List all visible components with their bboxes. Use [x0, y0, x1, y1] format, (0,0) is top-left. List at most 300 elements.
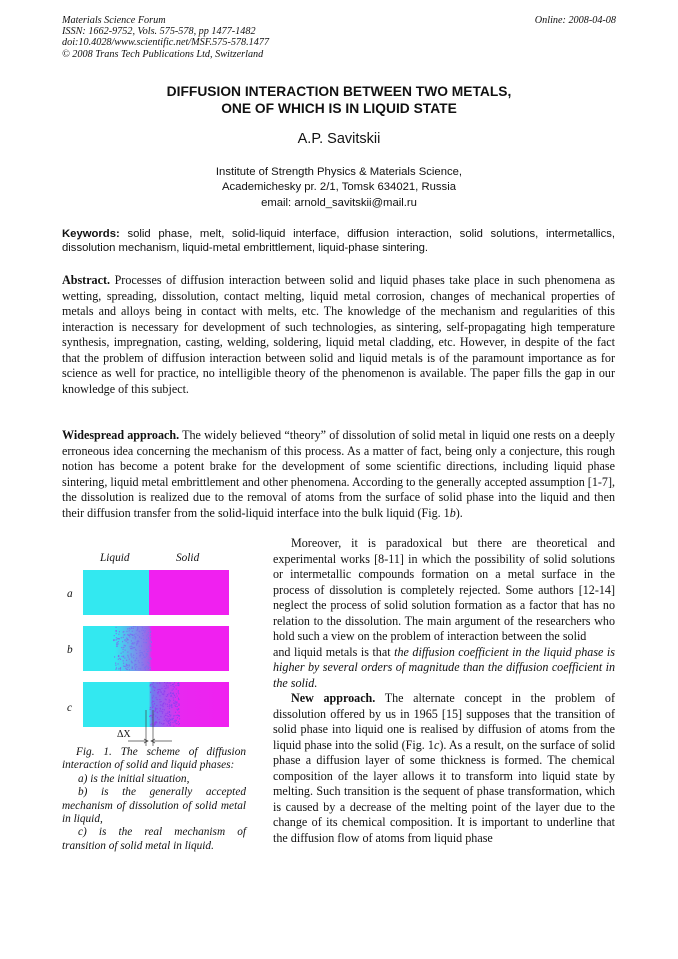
diffusion-dot: [119, 658, 120, 659]
diffusion-dot: [132, 668, 133, 669]
diffusion-dot: [158, 691, 159, 692]
diffusion-dot: [142, 633, 143, 634]
paper-title: [62, 83, 616, 117]
diffusion-dot: [149, 648, 150, 649]
widespread-fig-ref: b: [449, 505, 456, 520]
diffusion-dot: [174, 682, 175, 683]
diffusion-dot: [156, 697, 157, 698]
diffusion-dot: [152, 684, 153, 685]
diffusion-dot: [126, 631, 127, 632]
diffusion-dot: [143, 654, 144, 655]
diffusion-dot: [127, 639, 128, 640]
diffusion-dot: [152, 704, 153, 705]
diffusion-dot: [149, 663, 150, 664]
diffusion-dot: [126, 641, 127, 642]
diffusion-dot: [150, 657, 151, 658]
diffusion-dot: [129, 628, 130, 629]
diffusion-dot: [139, 662, 140, 663]
diffusion-dot: [153, 687, 154, 688]
diffusion-dot: [131, 628, 132, 629]
diffusion-dot: [123, 649, 124, 650]
diffusion-dot: [132, 642, 133, 643]
diffusion-dot: [167, 706, 168, 707]
diffusion-dot: [148, 668, 149, 669]
diffusion-dot: [150, 646, 151, 647]
diffusion-dot: [166, 688, 167, 689]
diffusion-dot: [141, 638, 142, 639]
diffusion-dot: [170, 696, 171, 697]
diffusion-dot: [132, 662, 133, 663]
online-date: Online: 2008-04-08: [534, 15, 616, 26]
figure-label-solid: Solid: [176, 552, 200, 564]
diffusion-dot: [116, 646, 117, 647]
diffusion-dot: [138, 641, 139, 642]
diffusion-dot: [153, 682, 154, 683]
diffusion-dot: [148, 632, 149, 633]
diffusion-dot: [135, 637, 136, 638]
diffusion-dot: [167, 694, 168, 695]
diffusion-dot: [153, 701, 154, 702]
diffusion-dot: [124, 658, 125, 659]
diffusion-dot: [118, 638, 119, 639]
diffusion-dot: [173, 693, 174, 694]
diffusion-dot: [166, 696, 167, 697]
diffusion-dot: [147, 654, 148, 655]
diffusion-dot: [147, 634, 148, 635]
diffusion-dot: [160, 691, 161, 692]
diffusion-dot: [164, 686, 165, 687]
diffusion-dot: [123, 656, 124, 657]
diffusion-dot: [123, 635, 124, 636]
new-approach-label: New approach.: [291, 691, 376, 705]
diffusion-dot: [152, 701, 153, 702]
diffusion-dot: [176, 701, 177, 702]
diffusion-dot: [150, 667, 151, 668]
diffusion-dot: [136, 650, 137, 651]
diffusion-dot: [178, 705, 179, 706]
diffusion-dot: [148, 637, 149, 638]
diffusion-dot: [121, 637, 122, 638]
affiliation: [62, 165, 616, 211]
diffusion-dot: [133, 647, 134, 648]
diffusion-dot: [116, 667, 117, 668]
diffusion-dot: [125, 668, 126, 669]
diffusion-dot: [142, 652, 143, 653]
diffusion-dot: [152, 702, 153, 703]
diffusion-dot: [129, 636, 130, 637]
figure-row-b-label: b: [67, 644, 73, 656]
new-approach-text-end: ). As a result, on the surface of solid phase a diffusion layer of some thickness is formed. The chemical composition of the layer allows it to transform into liquid state by melting. Such transition is the sequent of phase transformation, which is caused by a decrease of the melting point of the layer due to the change of its chemical composition. It is important to underline that the diffusion flow of atoms from liquid phase: [273, 737, 615, 845]
bar-a-solid: [149, 570, 229, 615]
diffusion-dot: [155, 687, 156, 688]
diffusion-dot: [127, 669, 128, 670]
diffusion-dot: [137, 629, 138, 630]
diffusion-dot: [129, 665, 130, 666]
diffusion-dot: [127, 652, 128, 653]
widespread-label: Widespread approach.: [62, 428, 180, 442]
title-line-2: ONE OF WHICH IS IN LIQUID STATE: [221, 101, 457, 116]
diffusion-dot: [136, 630, 137, 631]
diffusion-dot: [131, 653, 132, 654]
diffusion-dot: [120, 669, 121, 670]
diffusion-dot: [144, 657, 145, 658]
diffusion-dot: [144, 667, 145, 668]
diffusion-dot: [174, 687, 175, 688]
diffusion-dot: [118, 643, 119, 644]
diffusion-dot: [137, 627, 138, 628]
diffusion-dot: [168, 683, 169, 684]
diffusion-dot: [136, 653, 137, 654]
diffusion-dot: [169, 683, 170, 684]
diffusion-dot: [178, 698, 179, 699]
diffusion-dot: [152, 707, 153, 708]
diffusion-dot: [178, 690, 179, 691]
diffusion-dot: [114, 656, 115, 657]
diffusion-dot: [166, 699, 167, 700]
diffusion-dot: [177, 683, 178, 684]
diffusion-dot: [127, 628, 128, 629]
diffusion-dot: [127, 665, 128, 666]
diffusion-dot: [146, 666, 147, 667]
diffusion-dot: [141, 652, 142, 653]
diffusion-dot: [151, 641, 152, 642]
diffusion-dot: [164, 702, 165, 703]
diffusion-dot: [131, 661, 132, 662]
diffusion-dot: [135, 664, 136, 665]
keywords-text: solid phase, melt, solid-liquid interface, diffusion interaction, solid solutions, intermetallics, dissolution mechanism, liquid-metal embrittlement, liquid-phase sintering.: [62, 228, 616, 254]
diffusion-dot: [146, 628, 147, 629]
diffusion-dot: [169, 704, 170, 705]
diffusion-dot: [121, 647, 122, 648]
diffusion-dot: [138, 640, 139, 641]
diffusion-dot: [162, 694, 163, 695]
copyright: © 2008 Trans Tech Publications Ltd, Switzerland: [62, 48, 264, 60]
diffusion-dot: [143, 664, 144, 665]
diffusion-dot: [171, 706, 172, 707]
diffusion-dot: [176, 689, 177, 690]
diffusion-dot: [121, 653, 122, 654]
diffusion-dot: [132, 635, 133, 636]
diffusion-dot: [173, 703, 174, 704]
keywords-label: Keywords:: [62, 228, 120, 240]
diffusion-dot: [114, 639, 115, 640]
diffusion-dot: [131, 648, 132, 649]
author: A.P. Savitskii: [297, 131, 381, 147]
diffusion-dot: [117, 642, 118, 643]
diffusion-dot: [150, 692, 151, 693]
diffusion-dot: [146, 635, 147, 636]
diffusion-dot: [178, 699, 179, 700]
diffusion-dot: [140, 668, 141, 669]
diffusion-dot: [135, 638, 136, 639]
diffusion-dot: [148, 651, 149, 652]
diffusion-dot: [133, 628, 134, 629]
diffusion-dot: [126, 660, 127, 661]
diffusion-dot: [127, 667, 128, 668]
diffusion-dot: [123, 663, 124, 664]
diffusion-dot: [158, 689, 159, 690]
affiliation-line-2: Academichesky pr. 2/1, Tomsk 634021, Russia: [221, 181, 456, 194]
diffusion-dot: [123, 651, 124, 652]
diffusion-dot: [118, 663, 119, 664]
figure-caption: [62, 746, 246, 853]
diffusion-dot: [125, 650, 126, 651]
diffusion-dot: [154, 690, 155, 691]
affiliation-line-1: Institute of Strength Physics & Materials Science,: [215, 166, 463, 178]
abstract-text: Processes of diffusion interaction between solid and liquid phases take place in such phenomena as wetting, spreading, dissolution, contact melting, liquid metal corrosion, changes of mechanical properties of metals and alloys being in contact with melts, etc. The knowledge of the mechanism and regularities of this interaction is necessary for development of such technologies, as sintering, self-propagating high temperature synthesis, impregnation, casting, welding, soldering, liquid metal cladding, etc. However, in despite of the fact that the problem of diffusion interaction between solid and liquid metals is of the paramount importance as for science as well for practice, no intelligible theory of the phenomenon is available. The paper fills the gap in our knowledge of this subject.: [62, 273, 615, 396]
diffusion-dot: [159, 699, 160, 700]
diffusion-dot: [167, 695, 168, 696]
diffusion-dot: [164, 682, 165, 683]
diffusion-dot: [169, 708, 170, 709]
diffusion-dot: [136, 633, 137, 634]
diffusion-dot: [147, 651, 148, 652]
diffusion-dot: [142, 662, 143, 663]
diffusion-dot: [173, 686, 174, 687]
diffusion-dot: [142, 658, 143, 659]
diffusion-dot: [125, 639, 126, 640]
diffusion-dot: [174, 705, 175, 706]
diffusion-dot: [135, 669, 136, 670]
diffusion-dot: [160, 701, 161, 702]
diffusion-dot: [142, 628, 143, 629]
diffusion-dot: [142, 665, 143, 666]
right-column: [273, 536, 615, 846]
diffusion-dot: [171, 696, 172, 697]
diffusion-dot: [145, 642, 146, 643]
diffusion-dot: [150, 649, 151, 650]
diffusion-dot: [157, 693, 158, 694]
diffusion-dot: [145, 630, 146, 631]
diffusion-dot: [163, 706, 164, 707]
diffusion-dot: [136, 643, 137, 644]
diffusion-dot: [133, 655, 134, 656]
caption-a: a) is the initial situation,: [78, 772, 190, 785]
diffusion-dot: [168, 693, 169, 694]
diffusion-dot: [133, 643, 134, 644]
diffusion-dot: [168, 686, 169, 687]
diffusion-dot: [177, 706, 178, 707]
diffusion-dot: [129, 664, 130, 665]
new-approach-fig-ref: c: [433, 737, 440, 752]
diffusion-dot: [129, 659, 130, 660]
diffusion-dot: [131, 656, 132, 657]
abstract-label: Abstract.: [62, 273, 111, 287]
diffusion-dot: [116, 639, 117, 640]
diffusion-dot: [118, 641, 119, 642]
diffusion-dot: [150, 631, 151, 632]
diffusion-dot: [146, 653, 147, 654]
diffusion-dot: [163, 693, 164, 694]
diffusion-dot: [151, 642, 152, 643]
diffusion-dot: [130, 646, 131, 647]
dx-label: ΔX: [117, 729, 131, 740]
diffusion-dot: [172, 690, 173, 691]
widespread-text-end: ).: [455, 505, 463, 520]
diffusion-dot: [124, 666, 125, 667]
diffusion-dot: [138, 668, 139, 669]
diffusion-dot: [136, 644, 137, 645]
diffusion-dot: [138, 660, 139, 661]
diffusion-dot: [144, 651, 145, 652]
diffusion-dot: [152, 697, 153, 698]
diffusion-dot: [178, 693, 179, 694]
diffusion-dot: [123, 631, 124, 632]
diffusion-dot: [128, 656, 129, 657]
diffusion-dot: [170, 692, 171, 693]
diffusion-dot: [141, 630, 142, 631]
diffusion-dot: [128, 635, 129, 636]
diffusion-dot: [149, 629, 150, 630]
diffusion-dot: [129, 630, 130, 631]
diffusion-dot: [176, 704, 177, 705]
diffusion-dot: [164, 691, 165, 692]
abstract: [62, 273, 615, 397]
diffusion-dot: [139, 652, 140, 653]
caption-b: b) is the generally accepted mechanism of dissolution of solid metal in liquid,: [62, 786, 246, 826]
diffusion-dot: [139, 637, 140, 638]
diffusion-dot: [178, 685, 179, 686]
diffusion-dot: [144, 632, 145, 633]
diffusion-dot: [130, 634, 131, 635]
diffusion-dot: [175, 703, 176, 704]
diffusion-dot: [143, 642, 144, 643]
diffusion-dot: [134, 665, 135, 666]
diffusion-dot: [143, 630, 144, 631]
diffusion-dot: [137, 643, 138, 644]
diffusion-dot: [157, 699, 158, 700]
diffusion-dot: [150, 635, 151, 636]
diffusion-dot: [140, 650, 141, 651]
diffusion-dot: [127, 655, 128, 656]
diffusion-dot: [153, 686, 154, 687]
journal-name: Materials Science Forum: [62, 15, 166, 26]
diffusion-dot: [175, 697, 176, 698]
diffusion-dot: [159, 682, 160, 683]
diffusion-dot: [118, 634, 119, 635]
moreover-cont-text: and liquid metals is that: [273, 644, 395, 659]
diffusion-dot: [126, 638, 127, 639]
diffusion-dot: [135, 660, 136, 661]
diffusion-dot: [134, 647, 135, 648]
author-email: email: arnold_savitskii@mail.ru: [261, 196, 417, 209]
diffusion-dot: [143, 635, 144, 636]
diffusion-dot: [137, 635, 138, 636]
diffusion-dot: [170, 705, 171, 706]
diffusion-dot: [123, 637, 124, 638]
diffusion-dot: [116, 637, 117, 638]
diffusion-dot: [148, 646, 149, 647]
diffusion-dot: [175, 701, 176, 702]
diffusion-dot: [115, 630, 116, 631]
diffusion-dot: [153, 695, 154, 696]
diffusion-dot: [173, 700, 174, 701]
diffusion-dot: [126, 666, 127, 667]
title-line-1: DIFFUSION INTERACTION BETWEEN TWO METALS,: [166, 84, 512, 99]
diffusion-dot: [119, 631, 120, 632]
diffusion-dot: [134, 642, 135, 643]
diffusion-dot: [133, 626, 134, 627]
new-approach-text: The alternate concept in the problem of dissolution offered by us in 1965 [15] supposes that the transition of solid phase into liquid one is realised by diffusion of atoms from the liquid phase into the solid (Fig. 1: [273, 691, 616, 752]
diffusion-dot: [151, 658, 152, 659]
diffusion-dot: [173, 684, 174, 685]
diffusion-dot: [174, 695, 175, 696]
diffusion-dot: [160, 704, 161, 705]
diffusion-dot: [165, 703, 166, 704]
diffusion-dot: [129, 669, 130, 670]
diffusion-dot: [162, 705, 163, 706]
diffusion-dot: [150, 640, 151, 641]
diffusion-dot: [132, 631, 133, 632]
journal-header: [62, 15, 269, 60]
diffusion-dot: [169, 700, 170, 701]
diffusion-dot: [114, 635, 115, 636]
diffusion-dot: [167, 704, 168, 705]
diffusion-dot: [120, 668, 121, 669]
diffusion-dot: [178, 684, 179, 685]
diffusion-dot: [132, 643, 133, 644]
diffusion-dot: [123, 660, 124, 661]
diffusion-dot: [173, 697, 174, 698]
diffusion-dot: [132, 647, 133, 648]
dx-marker: [62, 710, 262, 750]
diffusion-dot: [126, 664, 127, 665]
diffusion-dot: [148, 659, 149, 660]
diffusion-dot: [141, 646, 142, 647]
diffusion-dot: [146, 639, 147, 640]
diffusion-dot: [115, 665, 116, 666]
issn: ISSN: 1662-9752, Vols. 575-578, pp 1477-1482: [62, 26, 256, 38]
bar-a-liquid: [83, 570, 149, 615]
diffusion-dot: [150, 632, 151, 633]
diffusion-dot: [135, 649, 136, 650]
caption-title: Fig. 1. The scheme of diffusion interaction of solid and liquid phases:: [62, 746, 246, 772]
figure-row-c-label: c: [67, 702, 73, 714]
diffusion-dot: [156, 705, 157, 706]
diffusion-dot: [150, 684, 151, 685]
diffusion-dot: [127, 642, 128, 643]
caption-c: c) is the real mechanism of transition of solid metal in liquid.: [62, 826, 246, 852]
diffusion-dot: [118, 655, 119, 656]
widespread-approach: [62, 428, 615, 521]
diffusion-dot: [169, 706, 170, 707]
diffusion-dot: [150, 650, 151, 651]
diffusion-dot: [115, 669, 116, 670]
figure-bar-b: [83, 626, 229, 671]
figure-row-a-label: a: [67, 588, 73, 600]
diffusion-dot: [175, 706, 176, 707]
diffusion-dot: [170, 685, 171, 686]
moreover-continuation: [273, 645, 615, 692]
diffusion-dot: [177, 702, 178, 703]
diffusion-dot: [177, 696, 178, 697]
diffusion-dot: [136, 664, 137, 665]
new-approach-paragraph: [273, 691, 615, 846]
diffusion-dot: [166, 685, 167, 686]
diffusion-dot: [176, 693, 177, 694]
diffusion-dot: [169, 702, 170, 703]
diffusion-dot: [134, 634, 135, 635]
diffusion-dot: [153, 706, 154, 707]
diffusion-dot: [146, 656, 147, 657]
diffusion-dot: [146, 649, 147, 650]
bar-b-fill: [83, 626, 229, 671]
diffusion-dot: [168, 687, 169, 688]
diffusion-dot: [178, 703, 179, 704]
diffusion-dot: [123, 666, 124, 667]
diffusion-dot: [116, 633, 117, 634]
diffusion-dot: [139, 631, 140, 632]
